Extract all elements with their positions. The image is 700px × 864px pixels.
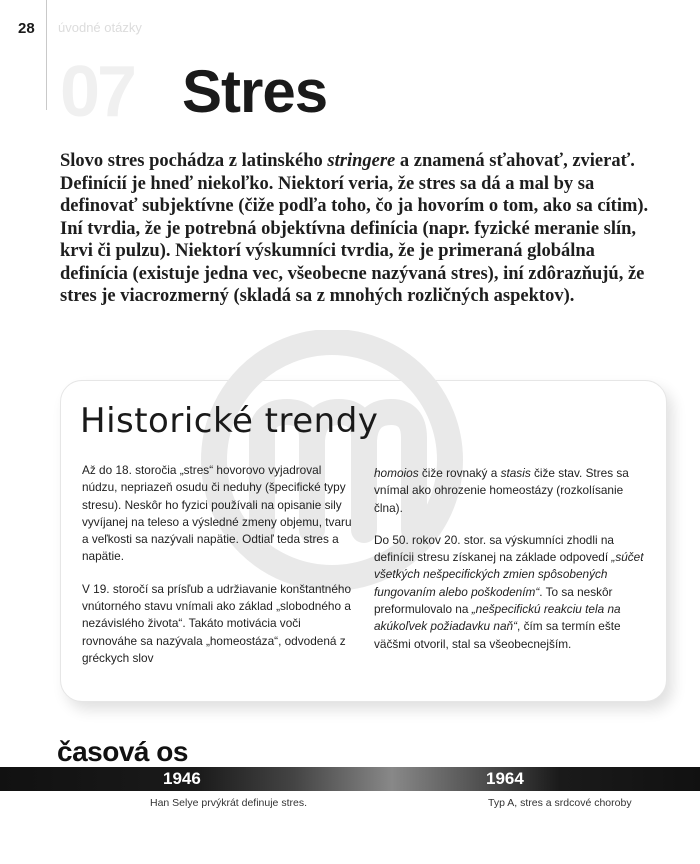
timeline-title: časová os <box>57 736 188 767</box>
chapter-title: Stres <box>182 58 328 125</box>
italic-quote: „súčet všetkých nešpecifických zmien spôsobených fungovaním alebo poškodením“ <box>374 550 644 599</box>
italic-term: stasis <box>500 466 531 480</box>
text-run: , čím sa termín ešte väčšmi otvoril, stal sa všeobecnejším. <box>374 619 621 651</box>
text-run: Do 50. rokov 20. stor. sa výskumníci zhodli na definícii stresu získanej na základe odpovedí <box>374 532 614 565</box>
box-title: Historické trendy <box>80 401 379 441</box>
box-paragraph <box>374 532 646 653</box>
timeline-event-text: Han Selye prvýkrát definuje stres. <box>150 797 307 809</box>
box-column-right <box>374 465 646 668</box>
text-run: čiže rovnaký a <box>418 466 501 480</box>
chapter-number: 07 <box>60 52 135 132</box>
box-paragraph: V 19. storočí sa prísľub a udržiavanie konštantného vnútorného stavu vnímali ako základ „slobodného a nezávislého života“. Takáto motivácia voči rovnováhe sa nazývala „homeostáza“, odvodená z gréckych slov <box>82 581 352 665</box>
intro-paragraph <box>60 150 650 308</box>
page-number: 28 <box>18 20 35 37</box>
intro-text-1: Slovo stres pochádza z latinského <box>60 151 328 171</box>
timeline-year: 1946 <box>163 769 201 788</box>
running-head: úvodné otázky <box>58 20 142 35</box>
timeline-year: 1964 <box>486 769 524 788</box>
timeline-bar <box>0 767 700 791</box>
box-paragraph: Až do 18. storočia „stres“ hovorovo vyjadroval núdzu, nepriazeň osudu či neduhy (špecifické typy stresu). Neskôr ho fyzici používali na opisanie sily vyvíjanej na teleso a výsledné zmeny objemu, tvaru a veľkosti sa nazývali napätie. Odtiaľ teda stres a napätie. <box>82 463 352 564</box>
intro-italic: stringere <box>327 151 396 171</box>
timeline-event-text: Typ A, stres a srdcové choroby <box>488 797 632 809</box>
header-divider <box>46 0 47 110</box>
text-run: čiže stav. Stres sa vnímal ako ohrozenie homeostázy (rozkolísanie člna). <box>374 466 629 515</box>
box-paragraph <box>374 465 646 517</box>
box-column-left <box>82 462 354 682</box>
text-run: . To sa neskôr preformulovalo na <box>374 584 613 617</box>
italic-quote: „nešpecifickú reakciu tela na akúkoľvek požiadavku naň“ <box>374 602 621 634</box>
intro-text-2: a znamená sťahovať, zvierať. Definícií je hneď niekoľko. Niektorí veria, že stres sa dá a mal by sa definovať subjektívne (čiže podľa toho, čo ja hovorím o tom, ako sa cítim). Iní tvrdia, že je potrebná objektívna definícia (napr. fyzické meranie slín, krvi či pulzu). Niektorí výskumníci tvrdia, že je primeraná globálna definícia (existuje jedna vec, všeobecne nazývaná stres), iní zdôrazňujú, že stres je viacrozmerný (skladá sa z mnohých rozličných aspektov). <box>60 151 649 306</box>
italic-term: homoios <box>374 466 419 480</box>
